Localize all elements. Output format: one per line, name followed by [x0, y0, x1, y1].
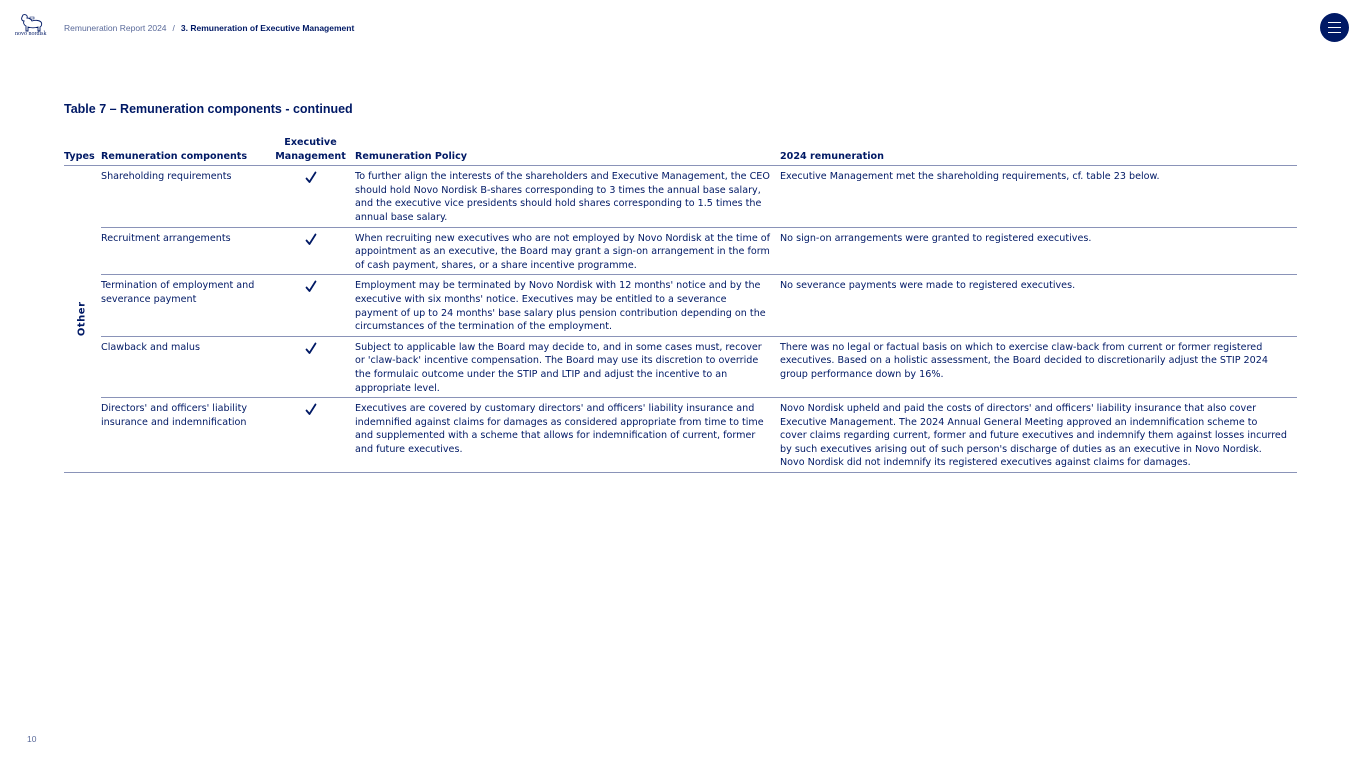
- checkmark-icon: [305, 403, 317, 416]
- types-group-label: Other: [76, 301, 88, 337]
- policy-cell: Executives are covered by customary directors' and officers' liability insurance and indemnified against claims for damages as considered appropriate from time to time and supplemented with a scheme that allows for indemnification of current, former and future executives.: [355, 398, 780, 473]
- component-cell: Clawback and malus: [101, 336, 266, 397]
- breadcrumb-separator: /: [172, 23, 175, 33]
- remuneration-cell: Executive Management met the shareholding requirements, cf. table 23 below.: [780, 166, 1297, 227]
- table-row: [64, 398, 1297, 473]
- policy-cell: Employment may be terminated by Novo Nordisk with 12 months' notice and by the executive with six months' notice. Executives may be entitled to a severance payment of up to 24 months' base salary plus pension contribution depending on the circumstances of the termination of the employment.: [355, 275, 780, 336]
- table-title: Table 7 – Remuneration components - continued: [64, 102, 353, 116]
- breadcrumb-current-link[interactable]: 3. Remuneration of Executive Management: [180, 23, 355, 33]
- component-cell: Recruitment arrangements: [101, 227, 266, 275]
- component-cell: Directors' and officers' liability insurance and indemnification: [101, 398, 266, 473]
- hamburger-line: [1328, 27, 1341, 28]
- component-cell: Termination of employment and severance payment: [101, 275, 266, 336]
- policy-cell: To further align the interests of the shareholders and Executive Management, the CEO should hold Novo Nordisk B-shares corresponding to 3 times the annual base salary, and the executive vice presidents should hold shares corresponding to 1.5 times the annual base salary.: [355, 166, 780, 227]
- apis-bull-icon: [15, 13, 49, 33]
- breadcrumb: [64, 23, 354, 33]
- policy-cell: When recruiting new executives who are not employed by Novo Nordisk at the time of appointment as an executive, the Board may grant a sign-on arrangement in the form of cash payment, shares, or a share incentive programme.: [355, 227, 780, 275]
- executive-management-cell: [266, 275, 355, 336]
- hamburger-line: [1328, 32, 1341, 33]
- page-number: 10: [27, 734, 37, 744]
- header-2024-remuneration: 2024 remuneration: [780, 136, 1297, 166]
- table-row: [64, 166, 1297, 227]
- breadcrumb-parent-link[interactable]: Remuneration Report 2024: [64, 23, 167, 33]
- table-row: [64, 275, 1297, 336]
- header-components: Remuneration components: [101, 136, 266, 166]
- remuneration-cell: No sign-on arrangements were granted to registered executives.: [780, 227, 1297, 275]
- hamburger-menu-button[interactable]: [1320, 13, 1349, 42]
- table-header-row: [64, 136, 1297, 166]
- remuneration-components-table: [64, 136, 1297, 473]
- logo-wordmark: novo nordisk: [15, 31, 47, 37]
- executive-management-cell: [266, 398, 355, 473]
- component-cell: Shareholding requirements: [101, 166, 266, 227]
- table-body: [64, 166, 1297, 473]
- executive-management-cell: [266, 227, 355, 275]
- remuneration-cell: There was no legal or factual basis on which to exercise claw-back from current or former registered executives. Based on a holistic assessment, the Board decided to discretionarily adjust the STIP 2024 group performance down by 16%.: [780, 336, 1297, 397]
- executive-management-cell: [266, 166, 355, 227]
- hamburger-menu-icon: [1328, 22, 1341, 23]
- remuneration-cell: Novo Nordisk upheld and paid the costs of directors' and officers' liability insurance that also cover Executive Management. The 2024 Annual General Meeting approved an indemnification scheme to cover claims regarding current, former and future executives and indemnify them against losses incurred by such executives arising out of such person's discharge of duties as an executive in Novo Nordisk. Novo Nordisk did not indemnify its registered executives against claims for damages.: [780, 398, 1297, 473]
- checkmark-icon: [305, 280, 317, 293]
- policy-cell: Subject to applicable law the Board may decide to, and in some cases must, recover or 'claw-back' incentive compensation. The Board may use its discretion to override the formulaic outcome under the STIP and LTIP and adjust the incentive to an appropriate level.: [355, 336, 780, 397]
- checkmark-icon: [305, 171, 317, 184]
- checkmark-icon: [305, 233, 317, 246]
- table-row: [64, 336, 1297, 397]
- header-policy: Remuneration Policy: [355, 136, 780, 166]
- remuneration-cell: No severance payments were made to registered executives.: [780, 275, 1297, 336]
- checkmark-icon: [305, 342, 317, 355]
- types-group-cell: [64, 166, 101, 473]
- header-types: Types: [64, 136, 101, 166]
- table-row: [64, 227, 1297, 275]
- executive-management-cell: [266, 336, 355, 397]
- header-executive-management: Executive Management: [266, 136, 355, 166]
